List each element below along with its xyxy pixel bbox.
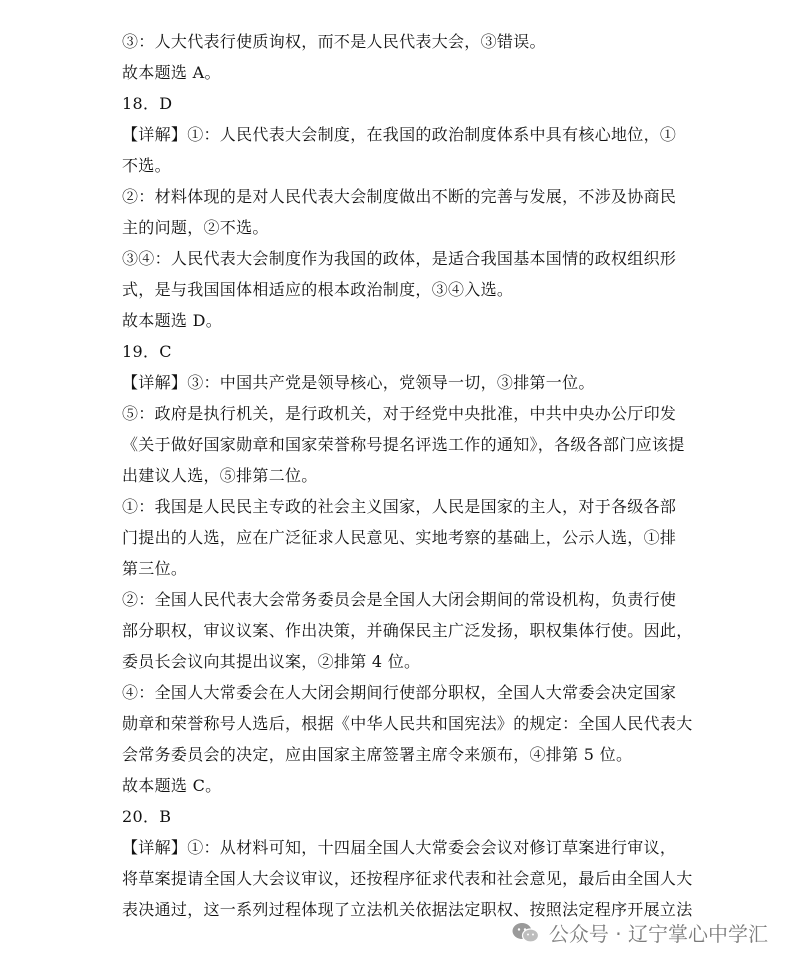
text-line: 不选。 <box>122 156 171 175</box>
text-line: 将草案提请全国人大会议审议，还按程序征求代表和社会意见，最后由全国人大 <box>122 869 693 888</box>
text-line: 部分职权，审议议案、作出决策，并确保民主广泛发扬，职权集体行使。因此， <box>122 621 693 640</box>
text-line: 式，是与我国国体相适应的根本政治制度，③④入选。 <box>122 280 514 299</box>
text-line: 委员长会议向其提出议案，②排第 4 位。 <box>122 652 421 671</box>
text-line: 【详解】①：从材料可知，十四届全国人大常委会会议对修订草案进行审议， <box>122 838 677 857</box>
text-line: 【详解】③：中国共产党是领导核心，党领导一切，③排第一位。 <box>122 373 595 392</box>
text-line: 表决通过，这一系列过程体现了立法机关依据法定职权、按照法定程序开展立法 <box>122 900 693 919</box>
text-line: 故本题选 C。 <box>122 776 222 795</box>
text-line: ②：全国人民代表大会常务委员会是全国人大闭会期间的常设机构，负责行使 <box>122 590 677 609</box>
text-line: ③：人大代表行使质询权，而不是人民代表大会，③错误。 <box>122 32 546 51</box>
text-line: 故本题选 D。 <box>122 311 223 330</box>
text-line: 故本题选 A。 <box>122 63 221 82</box>
question-number: 18．D <box>122 94 173 113</box>
text-line: ②：材料体现的是对人民代表大会制度做出不断的完善与发展，不涉及协商民 <box>122 187 677 206</box>
text-line: 《关于做好国家勋章和国家荣誉称号提名评选工作的通知》，各级各部门应该提 <box>122 435 685 454</box>
text-line: ①：我国是人民民主专政的社会主义国家，人民是国家的主人，对于各级各部 <box>122 497 677 516</box>
question-number: 20．B <box>122 807 172 826</box>
text-line: 出建议人选，⑤排第二位。 <box>122 466 318 485</box>
watermark <box>511 918 768 947</box>
text-line: 【详解】①：人民代表大会制度，在我国的政治制度体系中具有核心地位，① <box>122 125 677 144</box>
text-line: 第三位。 <box>122 559 188 578</box>
wechat-icon <box>511 921 541 945</box>
document-body <box>122 26 693 925</box>
text-line: 勋章和荣誉称号人选后，根据《中华人民共和国宪法》的规定：全国人民代表大 <box>122 714 693 733</box>
text-line: ⑤：政府是执行机关，是行政机关，对于经党中央批准，中共中央办公厅印发 <box>122 404 677 423</box>
watermark-text: 公众号 · 辽宁掌心中学汇 <box>548 922 768 946</box>
text-line: 门提出的人选，应在广泛征求人民意见、实地考察的基础上，公示人选，①排 <box>122 528 677 547</box>
text-line: 会常务委员会的决定，应由国家主席签署主席令来颁布，④排第 5 位。 <box>122 745 633 764</box>
question-number: 19．C <box>122 342 172 361</box>
text-line: 主的问题，②不选。 <box>122 218 269 237</box>
text-line: ④：全国人大常委会在人大闭会期间行使部分职权，全国人大常委会决定国家 <box>122 683 677 702</box>
text-line: ③④：人民代表大会制度作为我国的政体，是适合我国基本国情的政权组织形 <box>122 249 677 268</box>
